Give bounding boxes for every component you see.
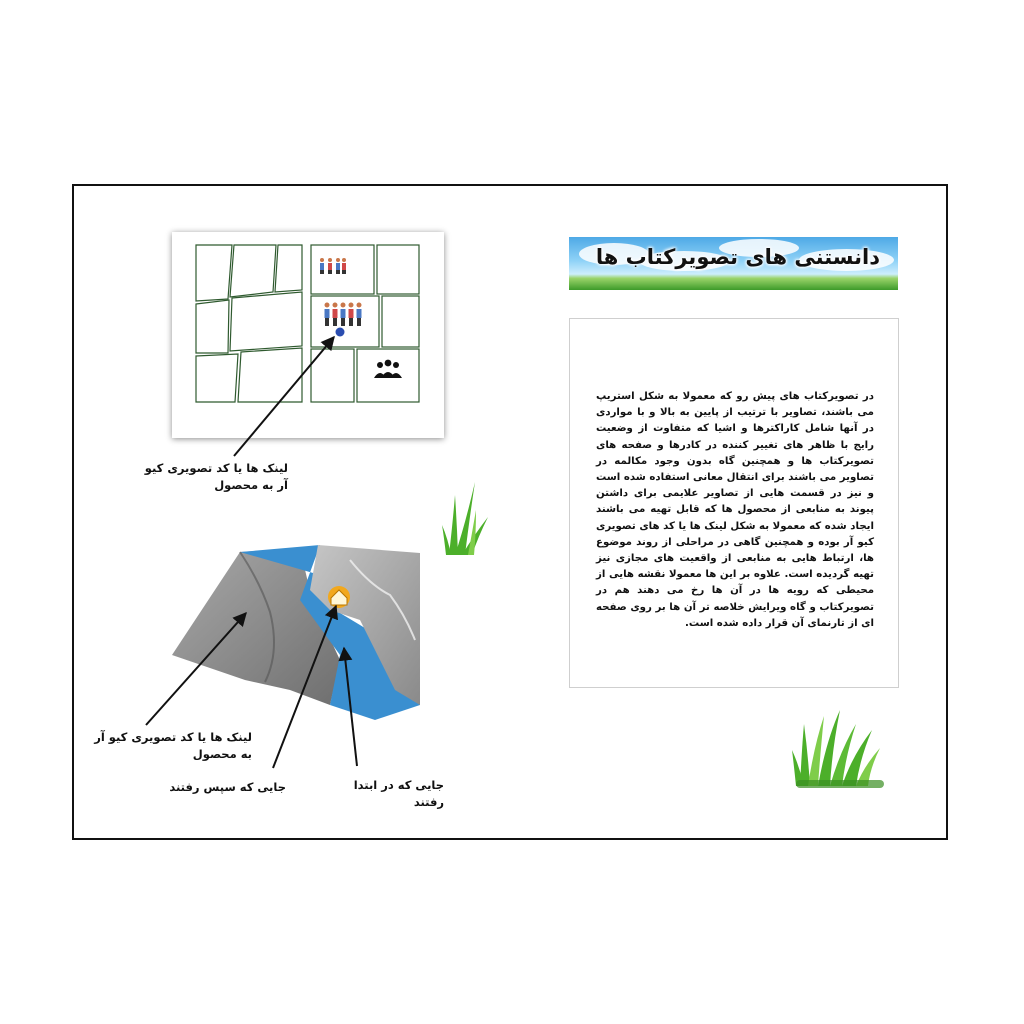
label-went-later: جایی که سپس رفتند — [169, 780, 286, 794]
label-map-link: لینک ها یا کد تصویری کیو آر به محصول — [94, 730, 252, 761]
description-text: در تصویرکتاب های پیش رو که معمولا به شکل استریپ می باشند، تصاویر با ترتیب از پایین به بالا و با مواردی در آنها شامل کاراکترها و اشیا که متفاوت از وضعیت رایج با ظاهر های تغییر کننده در کادرها و صفحه های تصویرکتاب ها و همچنین گاه بدون وجود مکالمه در تصاویر می باشند برای انتقال معانی استفاده شده است و نیز در قسمت هایی از تصاویر علایمی برای داشتن پیوند به منابعی از محصول ها که قابل تهیه می باشند ایجاد شده که معمولا به شکل لینک ها یا کد های تصویری کیو آر بوده و همچنین گاهی در مراحلی از روند موضوع ها، ارتباط هایی به منابعی از واقعیت های مجازی نیز تهیه گردیده است. علاوه بر این ها معمولا نقشه هایی از محیطی که رویه ها در آن ها رخ می دهند هم در تصویرکتاب و گاه ویرایش خلاصه تر آن ها بر روی صفحه ای از تارنمای آن قرار داده شده است. — [596, 391, 874, 629]
grass-icon — [792, 710, 884, 788]
page-title: دانستنی های تصویرکتاب ها — [595, 245, 880, 269]
label-went-first: جایی که در ابتدا رفتند — [353, 778, 444, 809]
terrain-map — [172, 545, 420, 720]
label-comic-link: لینک ها یا کد تصویری کیو آر به محصول — [144, 461, 288, 492]
arrow-comic-link — [234, 337, 334, 456]
grass-icon — [442, 482, 488, 555]
home-icon — [328, 586, 350, 608]
